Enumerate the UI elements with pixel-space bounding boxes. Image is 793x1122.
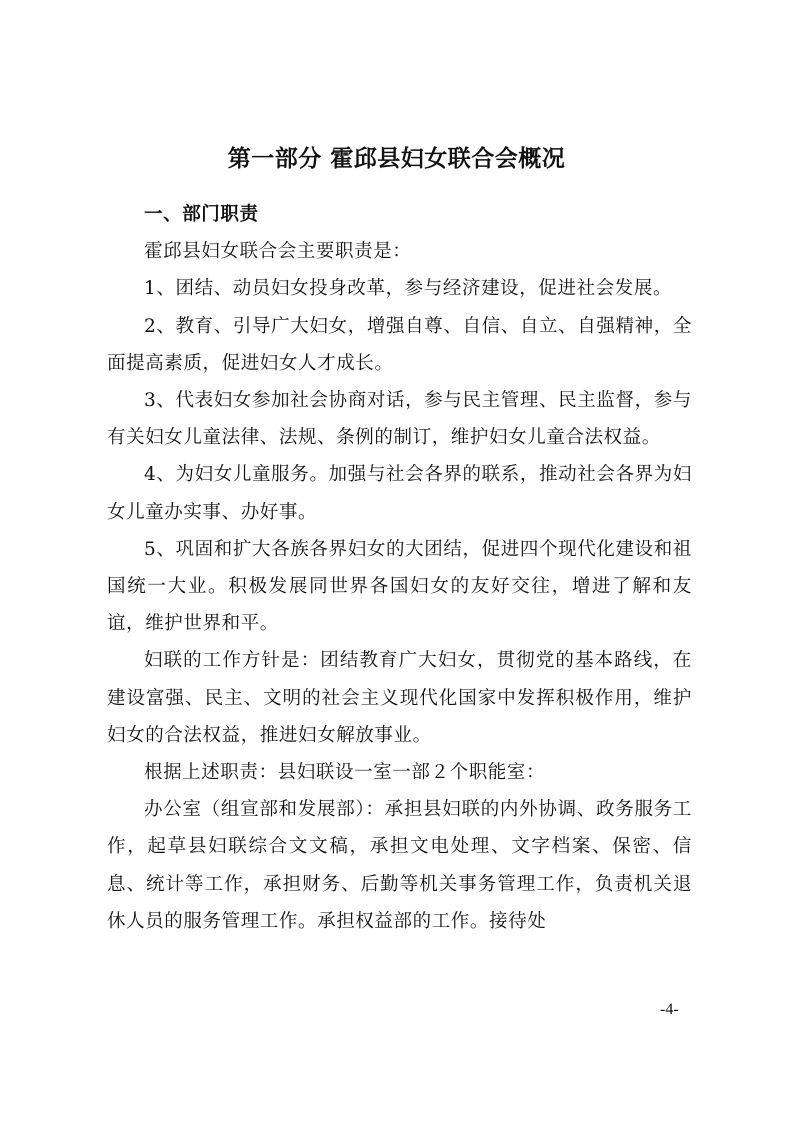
paragraph-duty-2: 2、教育、引导广大妇女，增强自尊、自信、自立、自强精神，全面提高素质，促进妇女人才成长。 <box>107 315 692 374</box>
document-body <box>107 196 692 940</box>
section-heading: 一、部门职责 <box>144 204 259 225</box>
paragraph-office: 办公室（组宣部和发展部）：承担县妇联的内外协调、政务服务工作，起草县妇联综合文文稿，承担文电处理、文字档案、保密、信息、统计等工作，承担财务、后勤等机关事务管理工作，负责机关退休人员的服务管理工作。承担权益部的工作。接待处 <box>107 799 692 932</box>
paragraph-duty-5: 5、巩固和扩大各族各界妇女的大团结，促进四个现代化建设和祖国统一大业。积极发展同世界各国妇女的友好交往，增进了解和友谊，维护世界和平。 <box>107 538 692 635</box>
paragraph-duty-4: 4、为妇女儿童服务。加强与社会各界的联系，推动社会各界为妇女儿童办实事、办好事。 <box>107 464 692 523</box>
paragraph-work-policy: 妇联的工作方针是：团结教育广大妇女，贯彻党的基本路线，在建设富强、民主、文明的社会主义现代化国家中发挥积极作用，维护妇女的合法权益，推进妇女解放事业。 <box>107 650 692 746</box>
page-title: 第一部分 霍邱县妇女联合会概况 <box>227 146 566 172</box>
page-number: -4- <box>660 1001 679 1018</box>
paragraph-duty-1: 1、团结、动员妇女投身改革，参与经济建设，促进社会发展。 <box>144 278 673 300</box>
paragraph-intro: 霍邱县妇女联合会主要职责是： <box>144 241 412 263</box>
paragraph-duty-3: 3、代表妇女参加社会协商对话，参与民主管理、民主监督，参与有关妇女儿童法律、法规、条例的制订，维护妇女儿童合法权益。 <box>107 390 692 449</box>
paragraph-structure: 根据上述职责：县妇联设一室一部２个职能室： <box>144 762 546 784</box>
